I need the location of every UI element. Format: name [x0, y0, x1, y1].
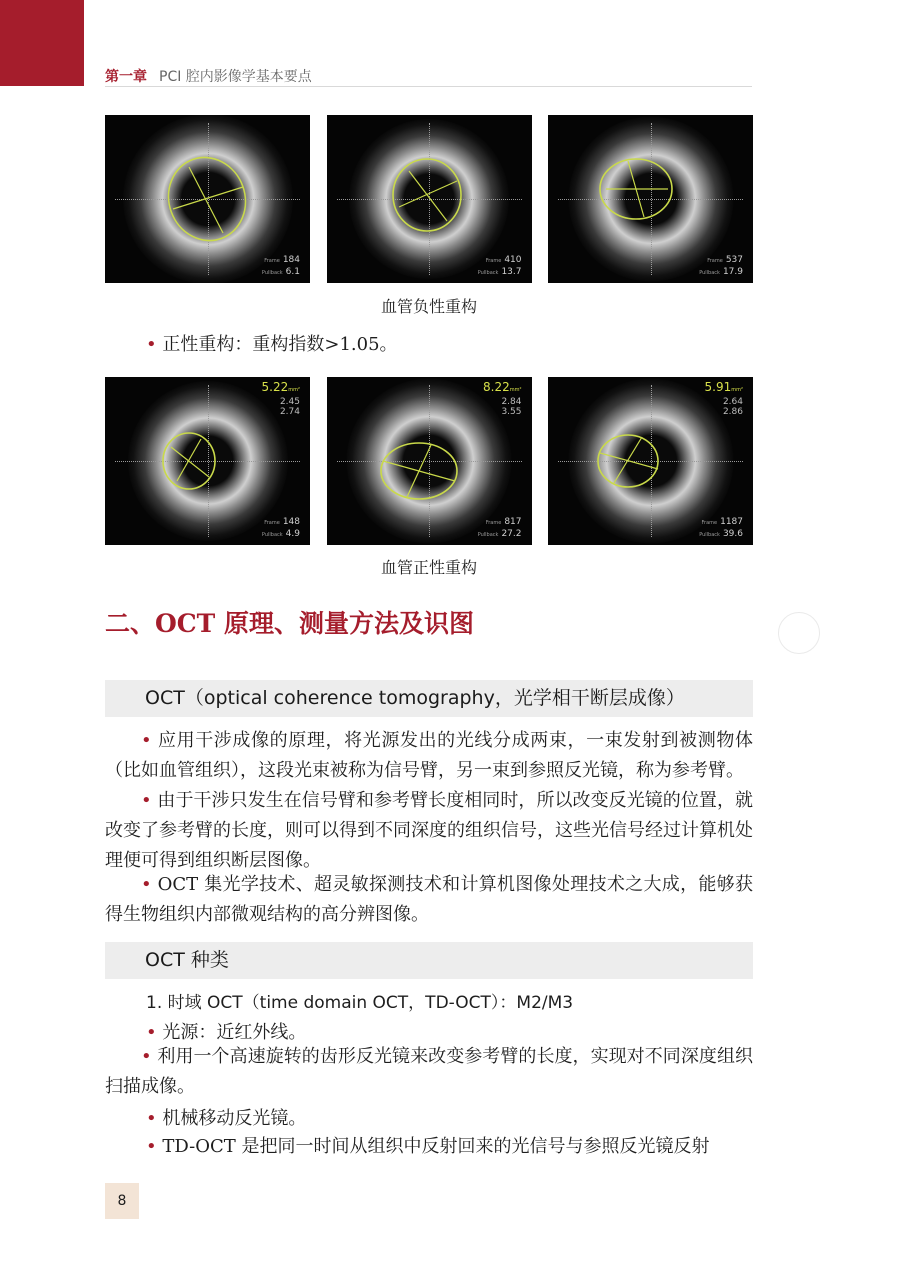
oct-types-heading: OCT 种类: [105, 942, 753, 979]
list-item: • 光源：近红外线。: [146, 1022, 307, 1043]
ivus-readout: Frame 1187 Pullback 39.6: [699, 517, 743, 539]
positive-remodeling-figure: [105, 377, 753, 545]
publisher-watermark: [778, 612, 820, 654]
ivus-image: [105, 377, 310, 545]
ivus-readout: Frame 148 Pullback 4.9: [261, 517, 300, 539]
page-number: 8: [105, 1183, 139, 1219]
ivus-readout: Frame 537 Pullback 17.9: [699, 255, 743, 277]
bullet-mark: •: [146, 334, 157, 355]
ivus-image: [105, 115, 310, 283]
oct-type-item: 1. 时域 OCT（time domain OCT，TD-OCT）：M2/M3: [146, 993, 574, 1013]
chapter-title: PCI 腔内影像学基本要点: [159, 69, 312, 85]
oct-paragraph: • OCT 集光学技术、超灵敏探测技术和计算机图像处理技术之大成，能够获得生物组织内部微观结构的高分辨图像。: [105, 874, 753, 925]
positive-remodeling-bullet: [146, 330, 398, 356]
lumen-area-readout: 5.91mm² 2.64 2.86: [704, 380, 743, 417]
oct-paragraph: • 由于干涉只发生在信号臂和参考臂长度相同时，所以改变反光镜的位置，就改变了参考臂的长度，则可以得到不同深度的组织信号，这些光信号经过计算机处理便可得到组织断层图像。: [105, 790, 753, 871]
ivus-image: [327, 377, 532, 545]
list-item: • TD-OCT 是把同一时间从组织中反射回来的光信号与参照反光镜反射: [146, 1136, 710, 1157]
list-item: • 机械移动反光镜。: [146, 1108, 307, 1129]
header-rule: [105, 86, 752, 87]
ivus-readout: Frame 817 Pullback 27.2: [477, 517, 522, 539]
ivus-image: [327, 115, 532, 283]
list-item: • 利用一个高速旋转的齿形反光镜来改变参考臂的长度，实现对不同深度组织扫描成像。: [105, 1046, 753, 1097]
figure-caption: 血管正性重构: [380, 558, 477, 577]
chapter-label: 第一章: [105, 69, 147, 85]
ivus-image: [548, 377, 753, 545]
ivus-image: [548, 115, 753, 283]
lumen-area-readout: 5.22mm² 2.45 2.74: [261, 380, 300, 417]
oct-definition-heading: OCT（optical coherence tomography，光学相干断层成像）: [105, 680, 753, 717]
oct-paragraph: • 应用干涉成像的原理，将光源发出的光线分成两束，一束发射到被测物体（比如血管组织），这段光束被称为信号臂，另一束到参照反光镜，称为参考臂。: [105, 730, 753, 781]
bullet-text: 正性重构：重构指数>1.05。: [162, 334, 398, 355]
ivus-readout: Frame 184 Pullback 6.1: [261, 255, 300, 277]
figure-caption: 血管负性重构: [380, 297, 477, 316]
chapter-corner-tab: [0, 0, 84, 86]
ivus-readout: Frame 410 Pullback 13.7: [477, 255, 522, 277]
running-header: [105, 66, 312, 86]
negative-remodeling-figure: [105, 115, 753, 283]
lumen-area-readout: 8.22mm² 2.84 3.55: [483, 380, 522, 417]
section-title: 二、OCT 原理、测量方法及识图: [105, 609, 474, 638]
